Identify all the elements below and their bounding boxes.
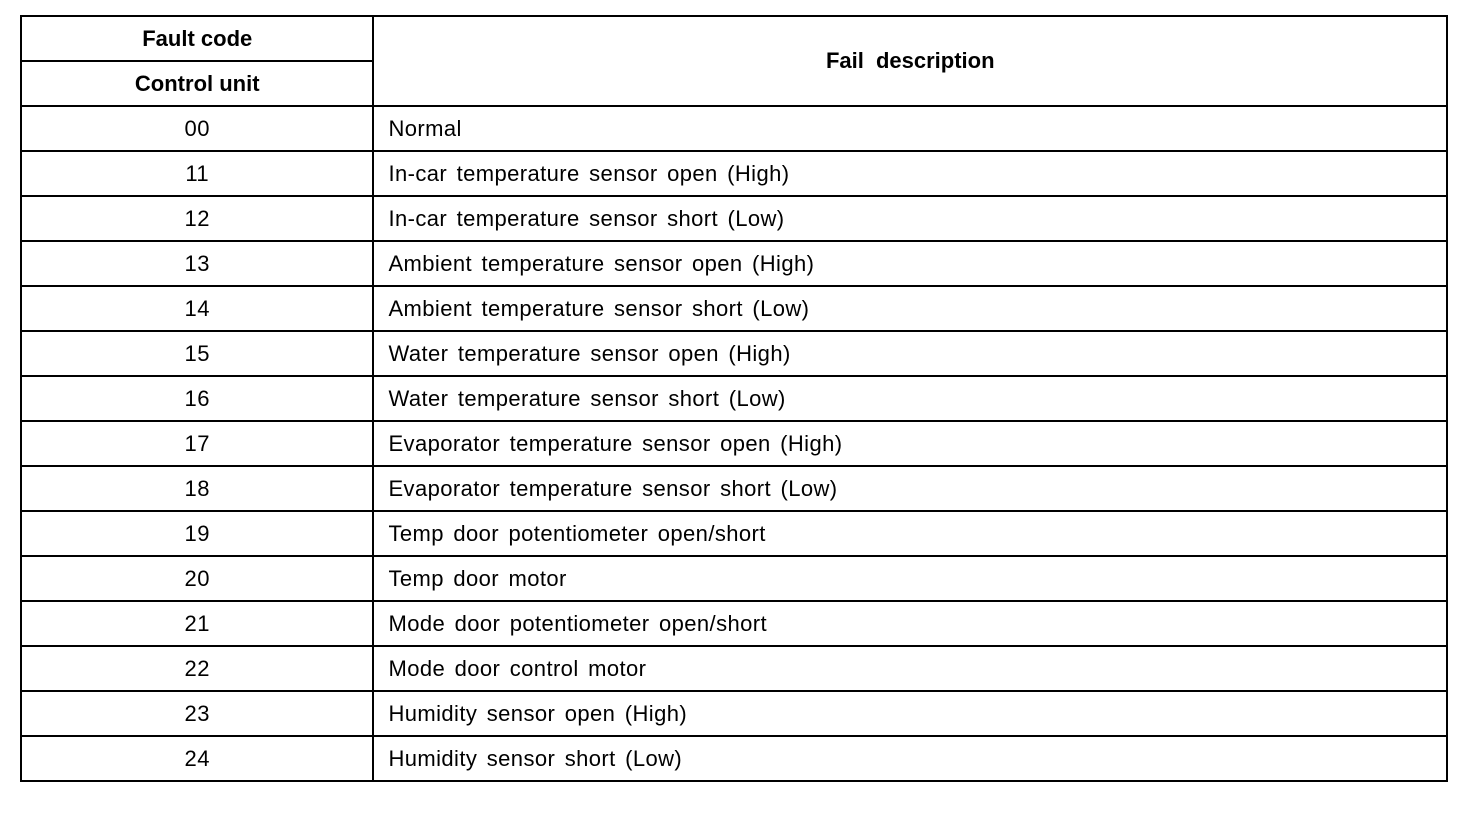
fault-code-cell: 11 [21,151,373,196]
table-row [21,241,1447,286]
fail-description-cell: Ambient temperature sensor short (Low) [373,286,1447,331]
fault-code-cell: 18 [21,466,373,511]
table-row [21,106,1447,151]
table-row [21,331,1447,376]
table-body [21,106,1447,781]
fail-description-cell: Water temperature sensor open (High) [373,331,1447,376]
fault-code-cell: 24 [21,736,373,781]
fault-code-cell: 14 [21,286,373,331]
fail-description-cell: Mode door potentiometer open/short [373,601,1447,646]
header-row-fault-code [21,16,1447,61]
table-row [21,421,1447,466]
header-fail-description: Fail description [373,16,1447,106]
fault-code-cell: 19 [21,511,373,556]
table-row [21,646,1447,691]
fail-description-cell: In-car temperature sensor short (Low) [373,196,1447,241]
fail-description-cell: Humidity sensor open (High) [373,691,1447,736]
fail-description-cell: In-car temperature sensor open (High) [373,151,1447,196]
fail-description-cell: Water temperature sensor short (Low) [373,376,1447,421]
fail-description-cell: Ambient temperature sensor open (High) [373,241,1447,286]
table-row [21,286,1447,331]
table-row [21,691,1447,736]
table-row [21,196,1447,241]
table-header [21,16,1447,106]
table-row [21,736,1447,781]
header-fault-code: Fault code [21,16,373,61]
fail-description-cell: Humidity sensor short (Low) [373,736,1447,781]
fail-description-cell: Mode door control motor [373,646,1447,691]
table-row [21,466,1447,511]
table-row [21,151,1447,196]
fault-code-cell: 21 [21,601,373,646]
fault-code-cell: 00 [21,106,373,151]
fault-code-cell: 17 [21,421,373,466]
table-row [21,556,1447,601]
fault-code-cell: 13 [21,241,373,286]
header-control-unit: Control unit [21,61,373,106]
table-row [21,511,1447,556]
fault-code-cell: 23 [21,691,373,736]
fail-description-cell: Normal [373,106,1447,151]
table-row [21,376,1447,421]
fault-code-table [20,15,1448,782]
fault-code-cell: 12 [21,196,373,241]
fault-code-cell: 16 [21,376,373,421]
fault-code-cell: 22 [21,646,373,691]
fault-code-cell: 20 [21,556,373,601]
fault-code-cell: 15 [21,331,373,376]
fail-description-cell: Temp door motor [373,556,1447,601]
fail-description-cell: Evaporator temperature sensor open (High) [373,421,1447,466]
fail-description-cell: Evaporator temperature sensor short (Low) [373,466,1447,511]
fail-description-cell: Temp door potentiometer open/short [373,511,1447,556]
table-row [21,601,1447,646]
